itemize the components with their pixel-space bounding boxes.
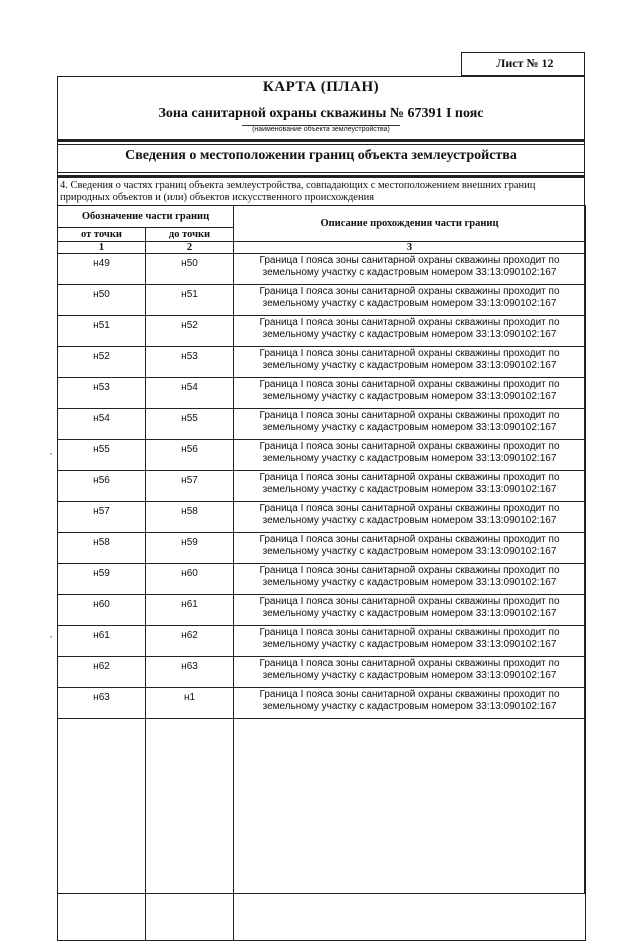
item-description: 4. Сведения о частях границ объекта землеустройства, совпадающих с местоположением внешних границ природных объектов и (или) объектов искусственного происхождения — [60, 180, 536, 203]
to-point: н63 — [146, 657, 234, 688]
to-point: н1 — [146, 688, 234, 719]
to-point: н62 — [146, 626, 234, 657]
to-point: н53 — [146, 347, 234, 378]
to-point: н61 — [146, 595, 234, 626]
divider — [57, 175, 585, 178]
from-point: н58 — [58, 533, 146, 564]
empty-cell — [234, 719, 586, 941]
from-point: н54 — [58, 409, 146, 440]
to-point: н58 — [146, 502, 234, 533]
column-number: 2 — [146, 242, 234, 254]
scan-speck: • — [50, 635, 53, 641]
object-caption — [57, 126, 585, 133]
boundary-description: Граница I пояса зоны санитарной охраны скважины проходит по земельному участку с кадастровым номером 33:13:090102:167 — [234, 595, 586, 626]
boundary-description: Граница I пояса зоны санитарной охраны скважины проходит по земельному участку с кадастровым номером 33:13:090102:167 — [234, 471, 586, 502]
table-row — [58, 564, 586, 595]
divider — [57, 144, 585, 145]
table-row — [58, 626, 586, 657]
sheet-number: Лист № 12 — [496, 56, 554, 70]
empty-row — [58, 719, 586, 941]
header-to-point: до точки — [146, 228, 234, 242]
section-title: Сведения о местоположении границ объекта землеустройства — [125, 148, 517, 163]
from-point: н60 — [58, 595, 146, 626]
empty-cell — [58, 719, 146, 941]
to-point: н52 — [146, 316, 234, 347]
header-from-point: от точки — [58, 228, 146, 242]
boundary-description: Граница I пояса зоны санитарной охраны скважины проходит по земельному участку с кадастровым номером 33:13:090102:167 — [234, 440, 586, 471]
boundary-description: Граница I пояса зоны санитарной охраны скважины проходит по земельному участку с кадастровым номером 33:13:090102:167 — [234, 285, 586, 316]
scan-speck: • — [50, 452, 53, 458]
object-caption-text: (наименование объекта землеустройства) — [242, 125, 400, 133]
boundary-description: Граница I пояса зоны санитарной охраны скважины проходит по земельному участку с кадастровым номером 33:13:090102:167 — [234, 533, 586, 564]
table-row — [58, 409, 586, 440]
boundary-description: Граница I пояса зоны санитарной охраны скважины проходит по земельному участку с кадастровым номером 33:13:090102:167 — [234, 347, 586, 378]
column-number: 1 — [58, 242, 146, 254]
to-point: н60 — [146, 564, 234, 595]
to-point: н54 — [146, 378, 234, 409]
from-point: н53 — [58, 378, 146, 409]
divider — [57, 139, 585, 142]
column-number: 3 — [234, 242, 586, 254]
boundary-description: Граница I пояса зоны санитарной охраны скважины проходит по земельному участку с кадастровым номером 33:13:090102:167 — [234, 378, 586, 409]
from-point: н50 — [58, 285, 146, 316]
table-row — [58, 316, 586, 347]
from-point: н52 — [58, 347, 146, 378]
to-point: н57 — [146, 471, 234, 502]
boundary-table — [57, 205, 586, 941]
from-point: н49 — [58, 254, 146, 285]
from-point: н62 — [58, 657, 146, 688]
empty-cell — [146, 719, 234, 941]
table-row — [58, 657, 586, 688]
boundary-description: Граница I пояса зоны санитарной охраны скважины проходит по земельному участку с кадастровым номером 33:13:090102:167 — [234, 688, 586, 719]
object-name: Зона санитарной охраны скважины № 67391 I пояс — [158, 106, 484, 121]
boundary-description: Граница I пояса зоны санитарной охраны скважины проходит по земельному участку с кадастровым номером 33:13:090102:167 — [234, 564, 586, 595]
table-row — [58, 440, 586, 471]
to-point: н51 — [146, 285, 234, 316]
from-point: н51 — [58, 316, 146, 347]
table-row — [58, 533, 586, 564]
table-row — [58, 254, 586, 285]
table-row — [58, 378, 586, 409]
table-row — [58, 502, 586, 533]
page-title: КАРТА (ПЛАН) — [262, 79, 380, 95]
from-point: н59 — [58, 564, 146, 595]
from-point: н63 — [58, 688, 146, 719]
to-point: н56 — [146, 440, 234, 471]
boundary-description: Граница I пояса зоны санитарной охраны скважины проходит по земельному участку с кадастровым номером 33:13:090102:167 — [234, 626, 586, 657]
to-point: н50 — [146, 254, 234, 285]
from-point: н56 — [58, 471, 146, 502]
header-boundary-designation: Обозначение части границ — [58, 206, 234, 228]
boundary-description: Граница I пояса зоны санитарной охраны скважины проходит по земельному участку с кадастровым номером 33:13:090102:167 — [234, 657, 586, 688]
header-description: Описание прохождения части границ — [234, 206, 586, 242]
boundary-description: Граница I пояса зоны санитарной охраны скважины проходит по земельному участку с кадастровым номером 33:13:090102:167 — [234, 316, 586, 347]
to-point: н59 — [146, 533, 234, 564]
boundary-description: Граница I пояса зоны санитарной охраны скважины проходит по земельному участку с кадастровым номером 33:13:090102:167 — [234, 409, 586, 440]
divider — [57, 172, 585, 173]
from-point: н61 — [58, 626, 146, 657]
table-row — [58, 688, 586, 719]
boundary-description: Граница I пояса зоны санитарной охраны скважины проходит по земельному участку с кадастровым номером 33:13:090102:167 — [234, 502, 586, 533]
table-row — [58, 285, 586, 316]
to-point: н55 — [146, 409, 234, 440]
table-row — [58, 347, 586, 378]
from-point: н57 — [58, 502, 146, 533]
table-row — [58, 471, 586, 502]
table-row — [58, 595, 586, 626]
boundary-description: Граница I пояса зоны санитарной охраны скважины проходит по земельному участку с кадастровым номером 33:13:090102:167 — [234, 254, 586, 285]
from-point: н55 — [58, 440, 146, 471]
